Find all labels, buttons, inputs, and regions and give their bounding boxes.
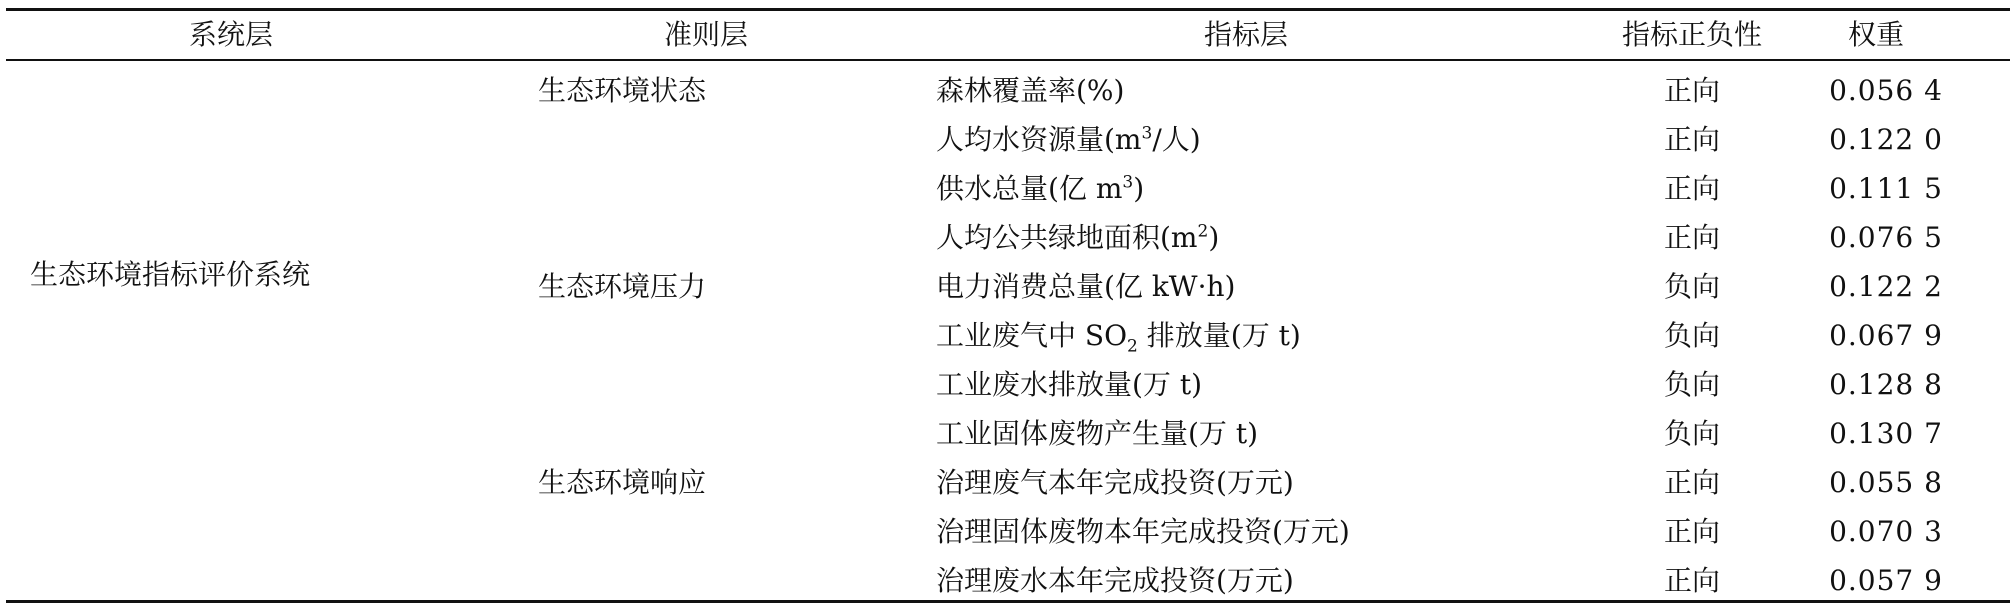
table-row — [6, 213, 2010, 263]
indicator-cell: 工业固体废物产生量(万 t) — [936, 417, 1259, 450]
weight-cell: 0.076 5 — [1829, 221, 1943, 254]
table-row — [6, 115, 2010, 165]
table-row — [6, 507, 2010, 557]
indicator-cell: 电力消费总量(亿 kW·h) — [936, 270, 1236, 303]
weight-cell: 0.122 2 — [1829, 270, 1943, 303]
header-criterion-layer: 准则层 — [663, 18, 749, 51]
weight-cell: 0.111 5 — [1829, 172, 1943, 205]
indicator-cell: 治理固体废物本年完成投资(万元) — [936, 515, 1350, 548]
direction-cell: 负向 — [1663, 417, 1721, 450]
indicator-table — [6, 8, 2010, 604]
indicator-cell — [936, 123, 1201, 157]
weight-cell: 0.130 7 — [1829, 417, 1943, 450]
weight-cell: 0.070 3 — [1829, 515, 1943, 548]
indicator-cell: 工业废水排放量(万 t) — [936, 368, 1203, 401]
indicator-text: 供水总量(亿 m — [936, 172, 1123, 205]
weight-cell: 0.056 4 — [1829, 74, 1943, 107]
indicator-text: 人均水资源量(m — [936, 123, 1142, 156]
direction-cell: 负向 — [1663, 319, 1721, 352]
direction-cell: 正向 — [1663, 74, 1721, 107]
table-row — [6, 66, 2010, 116]
weight-cell: 0.128 8 — [1829, 368, 1943, 401]
table-row — [6, 311, 2010, 361]
table-top-rule — [6, 8, 2010, 11]
table-row — [6, 262, 2010, 312]
indicator-cell: 治理废水本年完成投资(万元) — [936, 564, 1294, 597]
header-indicator-direction: 指标正负性 — [1621, 18, 1763, 51]
table-header-rule — [6, 59, 2010, 61]
weight-cell: 0.055 8 — [1829, 466, 1943, 499]
criterion-cell: 生态环境响应 — [538, 466, 707, 499]
table-row — [6, 409, 2010, 459]
table-row — [6, 458, 2010, 508]
indicator-cell: 治理废气本年完成投资(万元) — [936, 466, 1294, 499]
indicator-cell — [936, 172, 1144, 206]
weight-cell: 0.057 9 — [1829, 564, 1943, 597]
weight-cell: 0.067 9 — [1829, 319, 1943, 352]
table-row — [6, 360, 2010, 410]
direction-cell: 负向 — [1663, 270, 1721, 303]
criterion-cell: 生态环境压力 — [538, 270, 707, 303]
indicator-text-end: 排放量(万 t) — [1137, 319, 1301, 352]
direction-cell: 正向 — [1663, 172, 1721, 205]
indicator-text-end: ) — [1208, 221, 1220, 254]
header-system-layer: 系统层 — [188, 18, 274, 51]
indicator-text: 人均公共绿地面积(m — [936, 221, 1198, 254]
indicator-cell: 森林覆盖率(%) — [936, 74, 1125, 107]
direction-cell: 正向 — [1663, 466, 1721, 499]
direction-cell: 正向 — [1663, 515, 1721, 548]
direction-cell: 正向 — [1663, 564, 1721, 597]
indicator-cell — [936, 319, 1301, 357]
indicator-text-end: /人) — [1152, 123, 1201, 156]
direction-cell: 正向 — [1663, 221, 1721, 254]
table-row — [6, 556, 2010, 606]
criterion-cell: 生态环境状态 — [538, 74, 707, 107]
weight-cell: 0.122 0 — [1829, 123, 1943, 156]
indicator-text: 工业废气中 SO — [936, 319, 1128, 352]
direction-cell: 负向 — [1663, 368, 1721, 401]
system-layer-value: 生态环境指标评价系统 — [30, 258, 311, 291]
direction-cell: 正向 — [1663, 123, 1721, 156]
header-weight: 权重 — [1847, 18, 1905, 51]
header-indicator-layer: 指标层 — [1203, 18, 1289, 51]
indicator-cell — [936, 221, 1219, 255]
table-row — [6, 164, 2010, 214]
indicator-subscript: 2 — [1127, 336, 1138, 357]
indicator-superscript: 3 — [1122, 172, 1134, 193]
indicator-text-end: ) — [1133, 172, 1145, 205]
indicator-superscript: 2 — [1197, 221, 1209, 242]
indicator-superscript: 3 — [1141, 123, 1153, 144]
